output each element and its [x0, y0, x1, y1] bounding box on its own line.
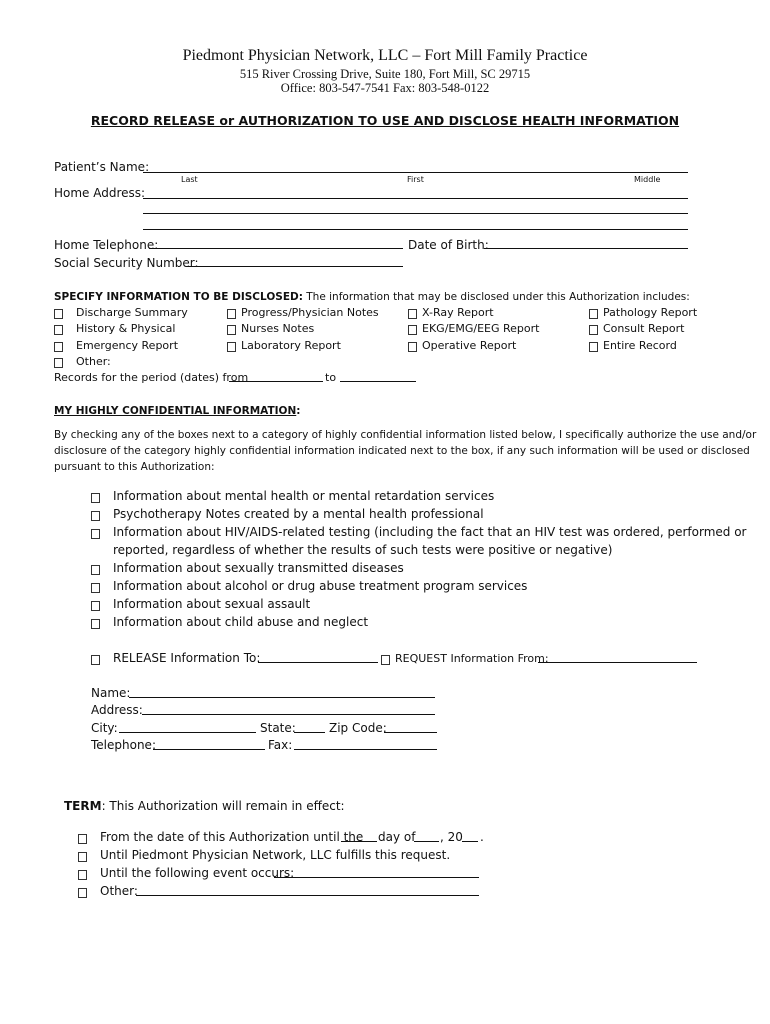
- recipient-address-label: Address:: [91, 703, 143, 717]
- dob-label: Date of Birth:: [408, 238, 489, 252]
- checkbox-label: Information about sexually transmitted diseases: [113, 561, 404, 575]
- recipient-telephone-field[interactable]: [153, 749, 265, 750]
- period-label: Records for the period (dates) from: [54, 371, 249, 384]
- term-bold: TERM: [64, 799, 102, 813]
- recipient-telephone-label: Telephone:: [91, 738, 156, 752]
- confidential-colon: :: [296, 405, 301, 417]
- checkbox-label: Laboratory Report: [241, 339, 341, 352]
- first-caption: First: [407, 175, 424, 184]
- home-address-field-1[interactable]: [143, 198, 688, 199]
- home-address-field-2[interactable]: [143, 213, 688, 214]
- ssn-field[interactable]: [187, 266, 403, 267]
- term-period: .: [480, 830, 484, 844]
- checkbox-icon[interactable]: [91, 511, 100, 521]
- checkbox-icon[interactable]: [227, 342, 236, 352]
- checkbox-label: Information about HIV/AIDS-related testing (including the fact that an HIV test was ordered, performed or: [113, 525, 747, 539]
- period-to-label: to: [325, 371, 337, 384]
- recipient-state-label: State:: [260, 721, 296, 735]
- specify-intro: [54, 291, 690, 303]
- checkbox-icon[interactable]: [78, 888, 87, 898]
- checkbox-icon[interactable]: [54, 309, 63, 319]
- term-month-field[interactable]: [414, 841, 439, 842]
- recipient-zip-label: Zip Code:: [329, 721, 387, 735]
- confidential-heading: MY HIGHLY CONFIDENTIAL INFORMATION: [54, 405, 297, 417]
- ssn-label: Social Security Number:: [54, 256, 199, 270]
- confidential-para-1: By checking any of the boxes next to a category of highly confidential information listed below, I specifically authorize the use and/or: [54, 429, 757, 441]
- home-telephone-label: Home Telephone:: [54, 238, 159, 252]
- recipient-city-field[interactable]: [119, 732, 256, 733]
- checkbox-label: Other:: [100, 884, 138, 898]
- period-to-field[interactable]: [340, 381, 416, 382]
- recipient-fax-field[interactable]: [294, 749, 437, 750]
- patient-name-label: Patient’s Name:: [54, 160, 150, 174]
- term-year-prefix: , 20: [440, 830, 463, 844]
- checkbox-label: Information about child abuse and neglect: [113, 615, 369, 629]
- patient-name-field[interactable]: [143, 172, 688, 173]
- middle-caption: Middle: [634, 175, 661, 184]
- dob-field[interactable]: [484, 248, 688, 249]
- term-rest: : This Authorization will remain in effect:: [101, 799, 345, 813]
- confidential-para-3: pursuant to this Authorization:: [54, 461, 215, 473]
- checkbox-icon[interactable]: [381, 655, 390, 665]
- term-other-field[interactable]: [136, 895, 479, 896]
- checkbox-icon[interactable]: [227, 325, 236, 335]
- recipient-name-label: Name:: [91, 686, 131, 700]
- checkbox-label: EKG/EMG/EEG Report: [422, 322, 540, 335]
- checkbox-icon[interactable]: [91, 583, 100, 593]
- checkbox-icon[interactable]: [408, 309, 417, 319]
- checkbox-icon[interactable]: [91, 529, 100, 539]
- checkbox-icon[interactable]: [589, 325, 598, 335]
- checkbox-label: From the date of this Authorization until the: [100, 830, 364, 844]
- checkbox-label: Until the following event occurs:: [100, 866, 295, 880]
- term-year-field[interactable]: [462, 841, 478, 842]
- checkbox-label: Psychotherapy Notes created by a mental health professional: [113, 507, 484, 521]
- checkbox-icon[interactable]: [54, 358, 63, 368]
- checkbox-label: Operative Report: [422, 339, 517, 352]
- checkbox-icon[interactable]: [91, 619, 100, 629]
- checkbox-icon[interactable]: [227, 309, 236, 319]
- org-contact: Office: 803-547-7541 Fax: 803-548-0122: [280, 81, 490, 95]
- checkbox-label: Other:: [76, 355, 111, 368]
- checkbox-icon[interactable]: [91, 565, 100, 575]
- checkbox-icon[interactable]: [91, 601, 100, 611]
- checkbox-icon[interactable]: [91, 493, 100, 503]
- release-to-field[interactable]: [258, 662, 378, 663]
- recipient-city-label: City:: [91, 721, 118, 735]
- checkbox-icon[interactable]: [54, 325, 63, 335]
- checkbox-icon[interactable]: [54, 342, 63, 352]
- checkbox-icon[interactable]: [78, 834, 87, 844]
- checkbox-label: Information about mental health or mental retardation services: [113, 489, 495, 503]
- term-day-field[interactable]: [341, 841, 377, 842]
- checkbox-label: History & Physical: [76, 322, 176, 335]
- recipient-state-field[interactable]: [294, 732, 325, 733]
- checkbox-label: RELEASE Information To:: [113, 651, 261, 665]
- form-title: RECORD RELEASE or AUTHORIZATION TO USE AND DISCLOSE HEALTH INFORMATION: [90, 113, 680, 128]
- term-event-field[interactable]: [274, 877, 479, 878]
- recipient-fax-label: Fax:: [268, 738, 293, 752]
- checkbox-label: Information about alcohol or drug abuse treatment program services: [113, 579, 528, 593]
- checkbox-label: Emergency Report: [76, 339, 179, 352]
- last-caption: Last: [181, 175, 198, 184]
- recipient-zip-field[interactable]: [384, 732, 437, 733]
- checkbox-label: Consult Report: [603, 322, 685, 335]
- hiv-aids-continuation: reported, regardless of whether the results of such tests were positive or negative): [113, 543, 613, 557]
- checkbox-label: Until Piedmont Physician Network, LLC fulfills this request.: [100, 848, 451, 862]
- checkbox-icon[interactable]: [408, 342, 417, 352]
- term-heading: [64, 799, 345, 813]
- checkbox-label: Progress/Physician Notes: [241, 306, 379, 319]
- term-day-of-label: day of: [378, 830, 416, 844]
- checkbox-icon[interactable]: [78, 870, 87, 880]
- checkbox-label: Entire Record: [603, 339, 677, 352]
- checkbox-label: REQUEST Information From:: [395, 652, 549, 665]
- specify-intro-text: The information that may be disclosed under this Authorization includes:: [302, 291, 690, 303]
- org-name: Piedmont Physician Network, LLC – Fort Mill Family Practice: [182, 47, 588, 64]
- home-address-field-3[interactable]: [143, 229, 688, 230]
- org-address: 515 River Crossing Drive, Suite 180, Fort Mill, SC 29715: [239, 67, 531, 81]
- checkbox-icon[interactable]: [91, 655, 100, 665]
- recipient-address-field[interactable]: [142, 714, 435, 715]
- confidential-para-2: disclosure of the category highly confidential information indicated next to the box, if any such information will be used or disclosed: [54, 445, 750, 457]
- home-telephone-field[interactable]: [149, 248, 403, 249]
- home-address-label: Home Address:: [54, 186, 146, 200]
- specify-heading: SPECIFY INFORMATION TO BE DISCLOSED:: [54, 291, 303, 303]
- checkbox-label: Information about sexual assault: [113, 597, 311, 611]
- request-from-field[interactable]: [538, 662, 697, 663]
- checkbox-icon[interactable]: [589, 342, 598, 352]
- recipient-name-field[interactable]: [129, 697, 435, 698]
- checkbox-icon[interactable]: [78, 852, 87, 862]
- period-from-field[interactable]: [229, 381, 323, 382]
- checkbox-label: Pathology Report: [603, 306, 698, 319]
- checkbox-label: Discharge Summary: [76, 306, 188, 319]
- confidential-heading-wrap: [54, 405, 300, 417]
- checkbox-icon[interactable]: [408, 325, 417, 335]
- checkbox-label: X-Ray Report: [422, 306, 494, 319]
- checkbox-label: Nurses Notes: [241, 322, 315, 335]
- checkbox-icon[interactable]: [589, 309, 598, 319]
